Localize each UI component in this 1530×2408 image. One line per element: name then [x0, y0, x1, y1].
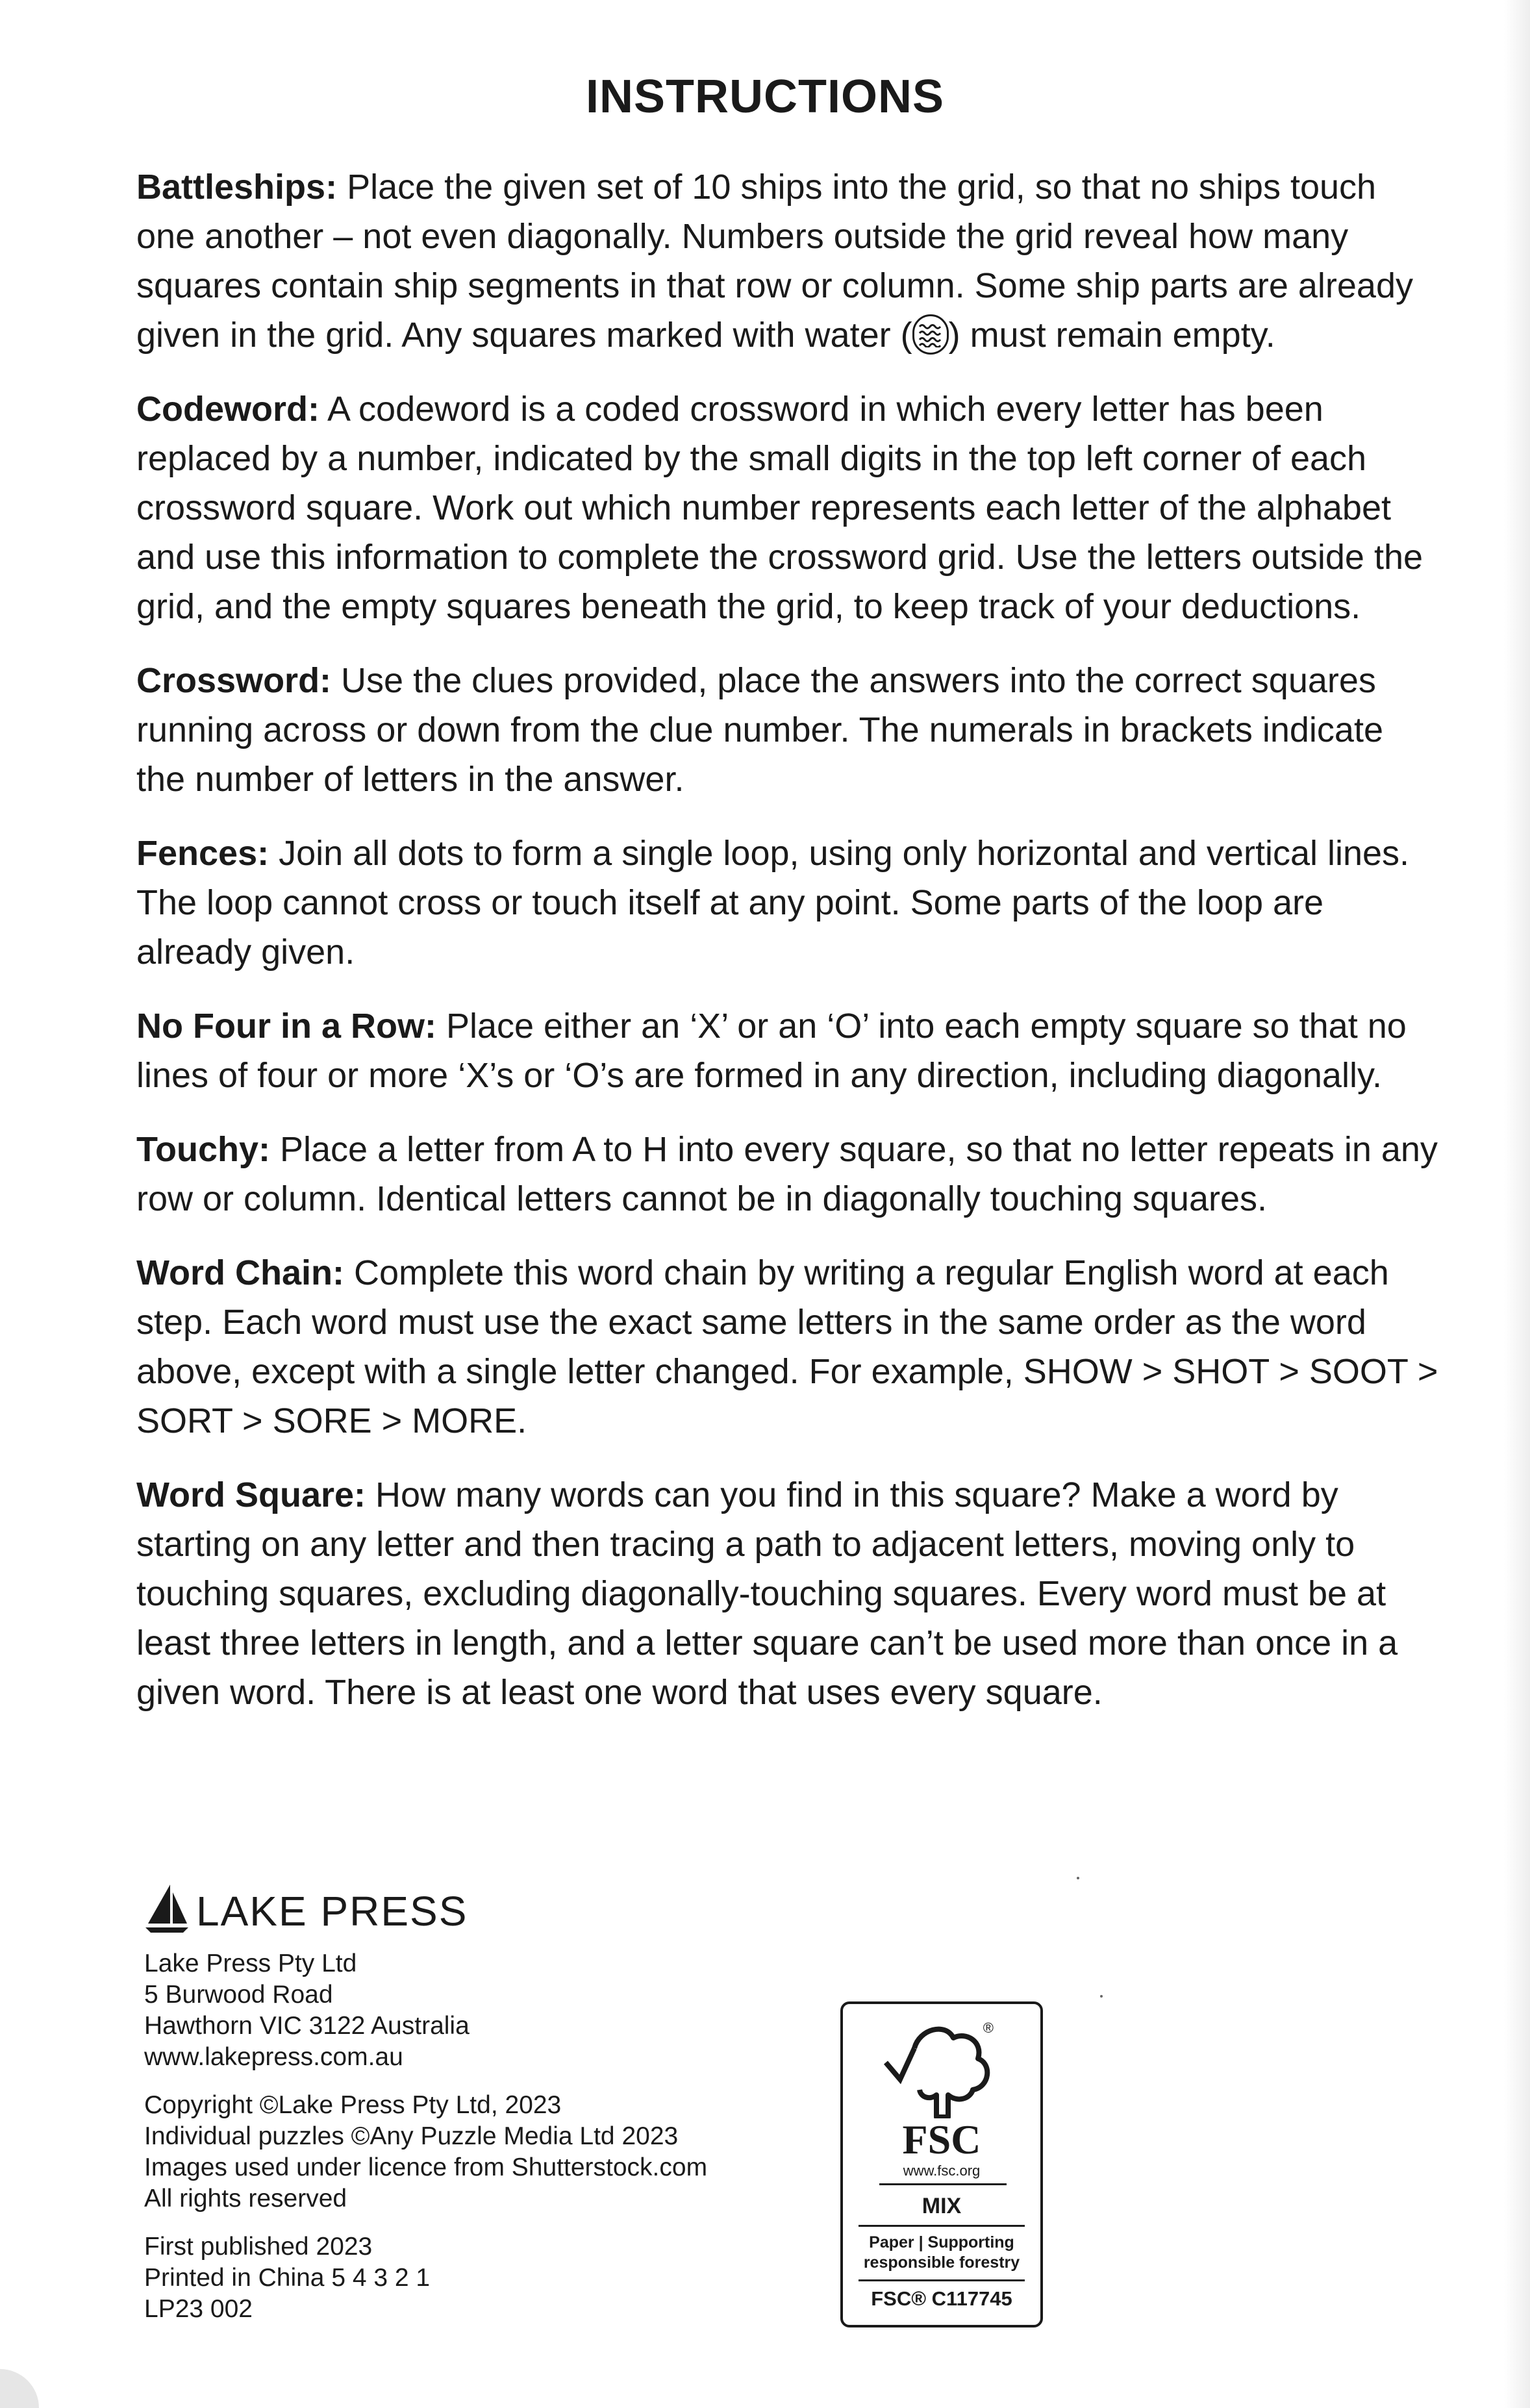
fsc-name: FSC — [902, 2116, 981, 2163]
instruction-text: Place a letter from A to H into every square, so that no letter repeats in any row or column. Identical letters cannot be in diagonally touching squares. — [136, 1130, 1438, 1218]
instruction-battleships — [136, 162, 1442, 360]
instruction-no-four-in-a-row — [136, 1001, 1442, 1100]
instruction-text: Use the clues provided, place the answers into the correct squares running across or down from the clue number. The numerals in brackets indicate the number of letters in the answer. — [136, 661, 1383, 799]
publisher-logo — [144, 1883, 859, 1934]
instruction-term: Touchy: — [136, 1130, 270, 1169]
fsc-license-code: FSC® C117745 — [871, 2287, 1012, 2310]
instruction-crossword — [136, 656, 1442, 804]
divider — [859, 2279, 1025, 2281]
fsc-url: www.fsc.org — [903, 2163, 981, 2179]
stray-dot — [1077, 1877, 1079, 1879]
copyright-line: Images used under licence from Shutterstock.com — [144, 2153, 708, 2181]
divider — [879, 2183, 1007, 2185]
copyright-line: Individual puzzles ©Any Puzzle Media Ltd 2023 — [144, 2122, 679, 2150]
fsc-registered-mark: ® — [983, 2020, 994, 2036]
edition-line: First published 2023 — [144, 2233, 373, 2261]
instruction-term: Crossword: — [136, 661, 332, 700]
instruction-word-chain — [136, 1248, 1442, 1446]
fsc-tree-icon — [881, 2022, 1004, 2118]
page-title: INSTRUCTIONS — [586, 71, 944, 123]
copyright-line: Copyright ©Lake Press Pty Ltd, 2023 — [144, 2091, 562, 2119]
instruction-text: How many words can you find in this square? Make a word by starting on any letter and then tracing a path to adjacent letters, moving only to touching squares, excluding diagonally-touching squares. Every word must be at least three letters in length, and a letter square can’t be used more than once in a given word. There is at least one word that uses every square. — [136, 1475, 1398, 1712]
instruction-fences — [136, 829, 1442, 977]
instruction-term: Codeword: — [136, 390, 320, 429]
water-icon — [912, 314, 949, 355]
publisher-logo-text: LAKE PRESS — [196, 1888, 468, 1935]
publisher-info — [144, 1883, 859, 2342]
instruction-text: Place the given set of 10 ships into the grid, so that no ships touch one another – not even diagonally. Numbers outside the grid reveal how many squares contain ship segments in that row or column. Some ship parts are already given in the grid. Any squares marked with water ( — [136, 168, 1413, 355]
instruction-text: ) must remain empty. — [948, 316, 1275, 355]
address-line: 5 Burwood Road — [144, 1981, 333, 2009]
copyright-line: All rights reserved — [144, 2185, 347, 2213]
instruction-term: No Four in a Row: — [136, 1007, 436, 1046]
sailboat-logo-icon — [144, 1883, 190, 1934]
fsc-paper-line: Paper | Supporting — [869, 2233, 1014, 2251]
instruction-term: Battleships: — [136, 168, 338, 207]
instruction-term: Fences: — [136, 834, 270, 873]
instruction-codeword — [136, 384, 1442, 631]
address-line: Lake Press Pty Ltd — [144, 1950, 357, 1977]
instruction-text: Join all dots to form a single loop, using only horizontal and vertical lines. The loop cannot cross or touch itself at any point. Some parts of the loop are already given. — [136, 834, 1410, 972]
divider — [859, 2225, 1025, 2227]
page-edge — [1504, 0, 1530, 2408]
instruction-text: A codeword is a coded crossword in which every letter has been replaced by a number, indicated by the small digits in the top left corner of each crossword square. Work out which number represents each letter of the alphabet and use this information to complete the crossword grid. Use the letters outside the grid, and the empty squares beneath the grid, to keep track of your deductions. — [136, 390, 1423, 626]
fsc-paper-description — [843, 2233, 1040, 2273]
instruction-text: Complete this word chain by writing a regular English word at each step. Each word must use the exact same letters in the same order as the word above, except with a single letter changed. For example, SHOW > SHOT > SOOT > SORT > SORE > MORE. — [136, 1253, 1438, 1440]
instruction-term: Word Chain: — [136, 1253, 344, 1292]
publisher-website: www.lakepress.com.au — [144, 2043, 403, 2071]
instruction-touchy — [136, 1125, 1442, 1223]
instruction-term: Word Square: — [136, 1475, 366, 1514]
instruction-text: Place either an ‘X’ or an ‘O’ into each empty square so that no lines of four or more ‘X’s or ‘O’s are formed in any direction, including diagonally. — [136, 1007, 1407, 1095]
copyright-notice — [144, 2090, 859, 2214]
fsc-certification-label — [840, 2001, 1043, 2327]
instruction-word-square — [136, 1470, 1442, 1717]
address-line: Hawthorn VIC 3122 Australia — [144, 2012, 470, 2040]
edition-info — [144, 2231, 859, 2325]
fsc-mix-label: MIX — [922, 2194, 962, 2218]
edition-line: Printed in China 5 4 3 2 1 — [144, 2264, 431, 2292]
instructions-list — [136, 162, 1442, 1742]
page-corner — [0, 2369, 39, 2408]
fsc-paper-line: responsible forestry — [863, 2253, 1020, 2272]
stray-dot — [1100, 1995, 1103, 1998]
edition-line: LP23 002 — [144, 2295, 253, 2323]
publisher-address — [144, 1948, 859, 2073]
